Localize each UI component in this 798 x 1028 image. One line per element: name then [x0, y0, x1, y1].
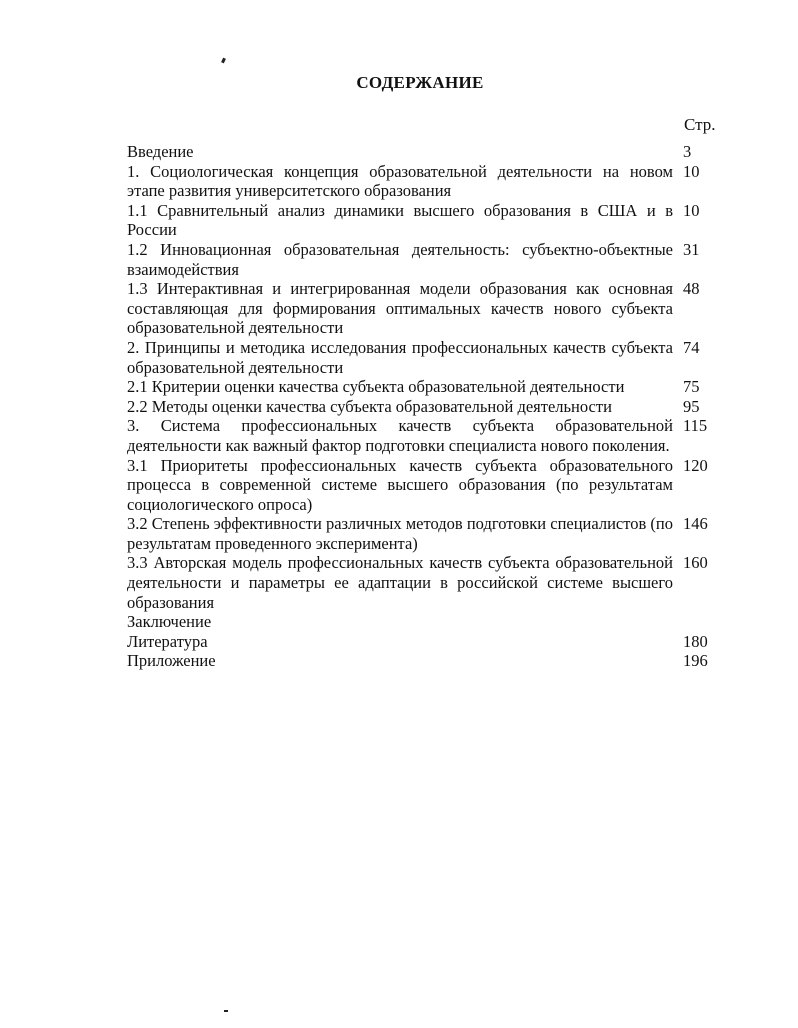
toc-entry-page: 48 [683, 279, 700, 299]
toc-entry-page: 180 [683, 631, 708, 651]
toc-entry-title: 2. Принципы и методика исследования профессиональных качеств субъекта образовательной деятельности [127, 337, 673, 377]
toc-entry-page: 10 [683, 161, 700, 181]
toc-entry-title: Введение [127, 142, 194, 161]
toc-entry-page: 146 [683, 514, 708, 534]
scan-speck [224, 1010, 228, 1012]
toc-entry [127, 651, 717, 671]
toc-entry [127, 514, 717, 553]
toc-entry [127, 397, 717, 417]
scan-speck [221, 58, 226, 64]
toc-entry-page: 3 [683, 142, 692, 161]
toc-entry [127, 553, 717, 612]
toc-entry-title: Литература [127, 631, 208, 651]
toc-entry-page: 74 [683, 337, 700, 357]
toc-entry [127, 612, 717, 632]
toc-entry-page: 115 [683, 416, 708, 436]
toc-entry-title: 1. Социологическая концепция образовательной деятельности на новом этапе развития университетского образования [127, 161, 673, 201]
toc-entry-title: 1.3 Интерактивная и интегрированная модели образования как основная составляющая для формирования оптимальных качеств нового субъекта образовательной деятельности [127, 279, 673, 338]
toc-entry [127, 162, 717, 201]
toc-entry-title: 3. Система профессиональных качеств субъекта образовательной деятельности как важный фактор подготовки специалиста нового поколения. [127, 416, 673, 455]
toc-entry [127, 456, 717, 515]
toc-entry-page: 31 [683, 239, 700, 259]
toc-entry [127, 338, 717, 377]
toc-entry-title: Заключение [127, 612, 212, 632]
toc-entry-page: 75 [683, 377, 700, 397]
toc-entry [127, 142, 717, 162]
toc-entry-page: 10 [683, 200, 700, 220]
toc-entry [127, 240, 717, 279]
toc-entry-page: 95 [683, 396, 700, 416]
toc-entry-title: 3.3 Авторская модель профессиональных качеств субъекта образовательной деятельности и параметры ее адаптации в российской системе высшего образования [127, 553, 673, 612]
toc-entry-title: Приложение [127, 651, 216, 671]
page-title: СОДЕРЖАНИЕ [356, 73, 484, 92]
toc-entry [127, 279, 717, 338]
toc-entry-title: 3.2 Степень эффективности различных методов подготовки специалистов (по результатам проведенного эксперимента) [127, 514, 673, 553]
toc-entry-title: 2.1 Критерии оценки качества субъекта образовательной деятельности [127, 377, 625, 397]
toc-entry-title: 2.2 Методы оценки качества субъекта образовательной деятельности [127, 396, 612, 416]
toc-entry-page: 196 [683, 651, 708, 671]
toc-entry-title: 1.2 Инновационная образовательная деятельность: субъектно-объектные взаимодействия [127, 239, 673, 279]
toc-entry-page: 160 [683, 553, 708, 573]
table-of-contents [127, 142, 717, 671]
toc-entry-page: 120 [683, 455, 708, 475]
toc-entry [127, 632, 717, 652]
toc-entry [127, 377, 717, 397]
toc-entry [127, 201, 717, 240]
page-column-header: Стр. [684, 115, 716, 134]
toc-entry-title: 3.1 Приоритеты профессиональных качеств субъекта образовательного процесса в современной системе высшего образования (по результатам социологического опроса) [127, 455, 673, 514]
toc-entry [127, 416, 717, 455]
toc-entry-title: 1.1 Сравнительный анализ динамики высшего образования в США и в России [127, 200, 673, 240]
